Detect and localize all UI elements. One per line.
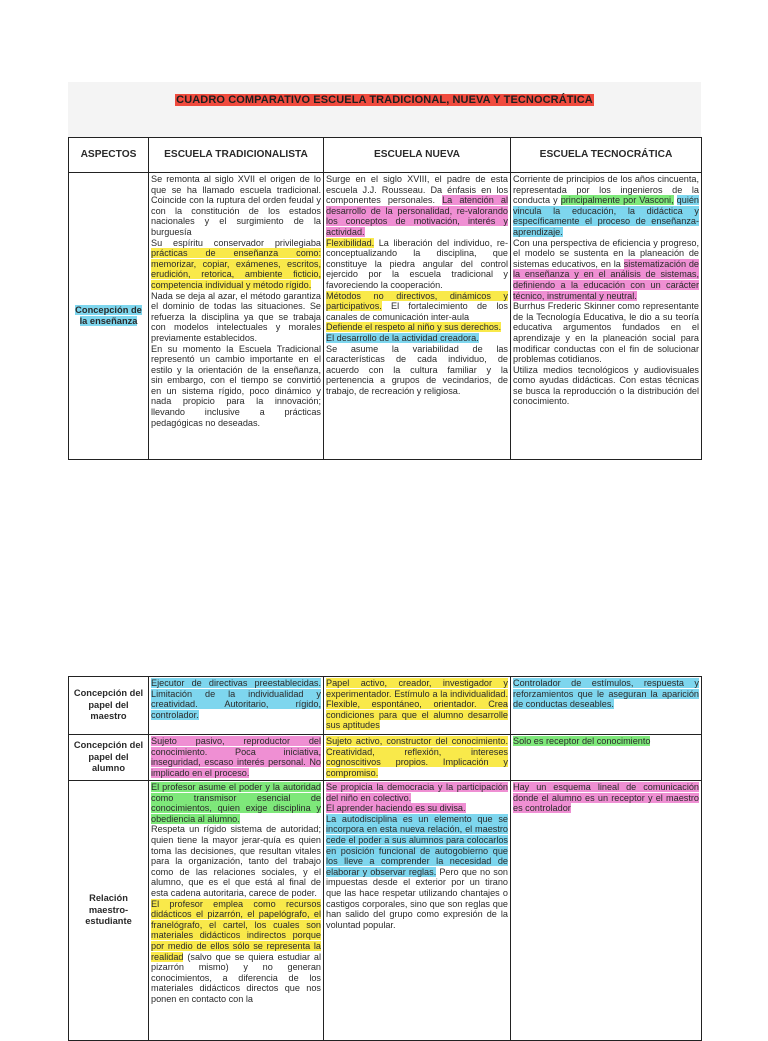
table-row [69,677,702,735]
cell-nueva: Sujeto activo, constructor del conocimiento. Creatividad, reflexión, intereses cognoscitivos propios. Implicación y compromiso. [324,735,511,781]
comparison-table-continued [68,676,702,1041]
document-title: CUADRO COMPARATIVO ESCUELA TRADICIONAL, NUEVA Y TECNOCRÁTICA [176,94,593,106]
bottom-table-section [68,676,701,1041]
cell-tecnocratica: Corriente de principios de los años cincuenta, representada por los ingenieros de la conducta y principalmente por Vasconi, quién vincula la educación, la didáctica y específicamente el proceso de enseñanza-aprendizaje. Con una perspectiva de eficiencia y progreso, el modelo se sustenta en la planeación de sistemas educativos, en la sistematización de la enseñanza y en el análisis de sistemas, definiendo a la educación con un carácter técnico, instrumental y neutral. Burrhus Frederic Skinner como representante de la Tecnología Educativa, le dio a su teoría educativa argumentos fundados en el aprendizaje y en la planeación social para modificar conductas con el fin de solucionar problemas cotidianos. Utiliza medios tecnológicos y audiovisuales como ayudas didácticas. Con estas técnicas se busca la reproducción o la distribución del conocimiento. [511,173,702,460]
header-tradicionalista: ESCUELA TRADICIONALISTA [149,138,324,173]
cell-tradicional: Se remonta al siglo XVII el origen de lo que se ha llamado escuela tradicional. Coincide con la ruptura del orden feudal y con la constitución de los estados nacionales y el surgimiento de la burguesía Su espíritu conservador privilegiaba prácticas de enseñanza como: memorizar, copiar, exámenes, escritos, erudición, retorica, ambiente ficticio, competencia individual y método rígido. Nada se deja al azar, el método garantiza el dominio de todas las situaciones. Se refuerza la disciplina ya que se trabaja con modelos intelectuales y morales previamente establecidos. En su momento la Escuela Tradicional representó un cambio importante en el estilo y la orientación de la enseñanza, sin embargo, con el tiempo se convirtió en un sistema rígido, poco dinámico y nada propicio para la innovación; llevando inclusive a prácticas pedagógicas no deseadas. [149,173,324,460]
table-row [69,735,702,781]
cell-tradicional: Ejecutor de directivas preestablecidas. Limitación de la individualidad y creatividad. Autoritario, rígido, controlador. [149,677,324,735]
cell-tecnocratica: Hay un esquema lineal de comunicación donde el alumno es un receptor y el maestro es controlador [511,781,702,1041]
cell-nueva: Surge en el siglo XVIII, el padre de esta escuela J.J. Rousseau. Da énfasis en los componentes personales. La atención al desarrollo de la personalidad, re-valorando los conceptos de motivación, interés y actividad. Flexibilidad. La liberación del individuo, re-conceptualizando la disciplina, que constituye la piedra angular del control ejercido por la escuela tradicional y favoreciendo la cooperación. Métodos no directivos, dinámicos y participativos. El fortalecimiento de los canales de comunicación inter-aula Defiende el respeto al niño y sus derechos. El desarrollo de la actividad creadora. Se asume la variabilidad de las características de cada individuo, de acuerdo con la cultura familiar y la pertenencia a grupos de vecindarios, de trabajo, de recreación y religiosa. [324,173,511,460]
cell-tradicional: Sujeto pasivo, reproductor del conocimiento. Poca iniciativa, inseguridad, escaso interés personal. No implicado en el proceso. [149,735,324,781]
row-label: Concepción del papel del maestro [69,677,149,735]
title-band [68,82,701,137]
top-table-section [68,82,701,460]
comparison-table [68,137,702,460]
header-aspectos: ASPECTOS [69,138,149,173]
header-nueva: ESCUELA NUEVA [324,138,511,173]
cell-tecnocratica: Controlador de estímulos, respuesta y reforzamientos que le aseguran la aparición de conductas deseables. [511,677,702,735]
cell-nueva: Se propicia la democracia y la participación del niño en colectivo. El aprender haciendo es su divisa. La autodisciplina es un elemento que se incorpora en esta nueva relación, el maestro cede el poder a sus alumnos para colocarlos en posición funcional de autogobierno que los lleve a comprender la necesidad de elaborar y observar reglas. Pero que no son impuestas desde el exterior por un tirano que las hace respetar utilizando chantajes o castigos corporales, sino que son reglas que han salido del grupo como expresión de la voluntad popular. [324,781,511,1041]
table-row [69,781,702,1041]
row-label: Relación maestro-estudiante [69,781,149,1041]
table-row [69,173,702,460]
cell-tecnocratica: Solo es receptor del conocimiento [511,735,702,781]
header-row [69,138,702,173]
row-label: Concepción de la enseñanza [69,173,149,460]
cell-tradicional: El profesor asume el poder y la autoridad como transmisor esencial de conocimientos, quien exige disciplina y obediencia al alumno. Respeta un rígido sistema de autoridad; quien tiene la mayor jerar-quía es quien toma las decisiones, que resultan vitales para la organización, tanto del trabajo como de las relaciones sociales, y el alumno, que es el que está al final de esta cadena autoritaria, carece de poder. El profesor emplea como recursos didácticos el pizarrón, el papelógrafo, el franelógrafo, el cartel, los cuales son materiales didácticos indirectos porque por medio de ellos sólo se representa la realidad (salvo que se quiera estudiar al pizarrón mismo) y no generan conocimientos, a diferencia de los materiales didácticos directos que nos ponen en contacto con la [149,781,324,1041]
header-tecnocratica: ESCUELA TECNOCRÁTICA [511,138,702,173]
cell-nueva: Papel activo, creador, investigador y experimentador. Estímulo a la individualidad. Flexible, espontáneo, orientador. Crea condiciones para que el alumno desarrolle sus aptitudes [324,677,511,735]
row-label: Concepción del papel del alumno [69,735,149,781]
